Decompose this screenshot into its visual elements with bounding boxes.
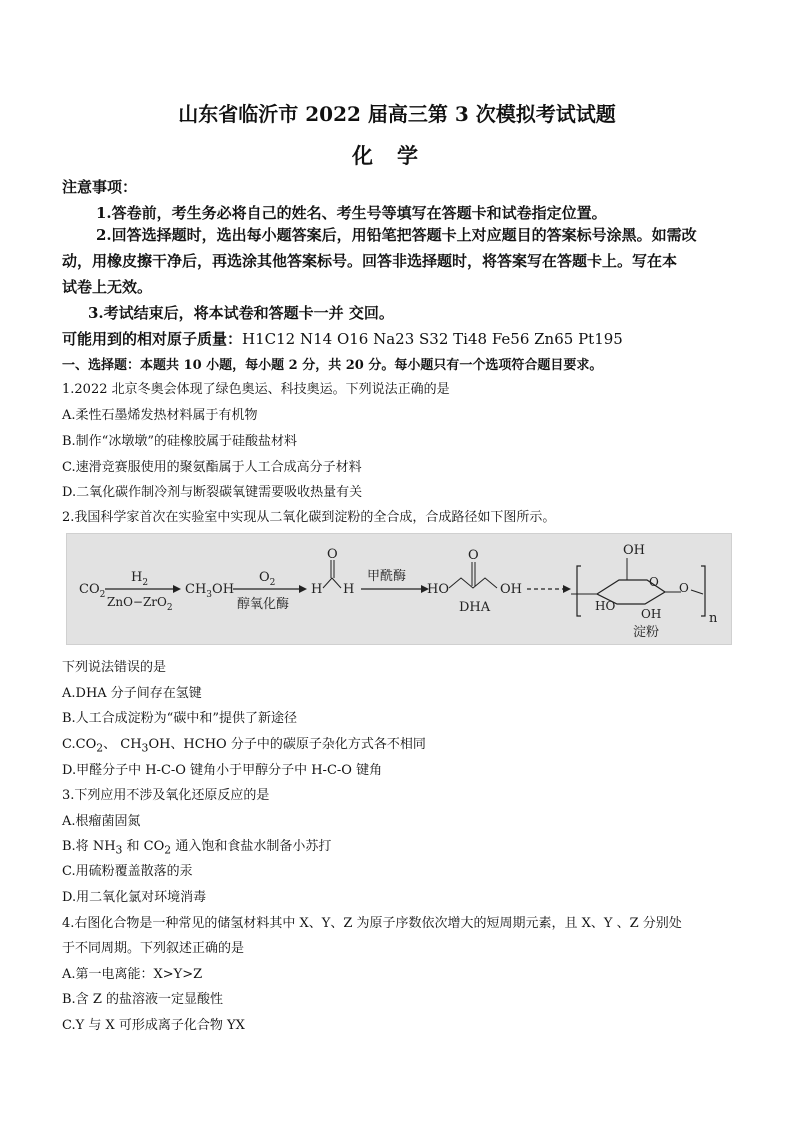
- q3-option-c: C.用硫粉覆盖散落的汞: [62, 864, 193, 879]
- arrow-4-head: [563, 585, 571, 593]
- notice-item-2-line2: 动，用橡皮擦干净后，再选涂其他答案标号。回答非选择题时，将答案写在答题卡上。写在本: [62, 252, 678, 270]
- atomic-mass-label: 可能用到的相对原子质量：: [62, 330, 243, 348]
- q3-option-a: A.根瘤菌固氮: [62, 814, 141, 829]
- h2-label: H: [131, 570, 143, 585]
- svg-text:H: H: [343, 582, 355, 597]
- svg-text:ZnO−ZrO2: [107, 595, 173, 613]
- dha-label: DHA: [459, 600, 491, 615]
- starch-bracket-left: [577, 566, 581, 616]
- starch-link-tail: [691, 590, 703, 594]
- q2-option-d: D.甲醛分子中 H-C-O 键角小于甲醇分子中 H-C-O 键角: [62, 763, 383, 778]
- q3-b-part-a: B.将 NH: [62, 839, 116, 854]
- q3-option-b: [62, 835, 331, 857]
- formaldehyde-bond-right: [332, 578, 341, 588]
- svg-text:CO2: [79, 582, 105, 600]
- dha-oh: OH: [500, 582, 522, 597]
- q4-stem-line-2: 于不同周期。下列叙述正确的是: [62, 941, 245, 956]
- notice-item-1: 1.答卷前，考生务必将自己的姓名、考生号等填写在答题卡和试卷指定位置。: [96, 204, 607, 222]
- q4-option-b: B.含 Z 的盐溶液一定显酸性: [62, 992, 223, 1007]
- dha-chain: [449, 578, 497, 588]
- starch-bracket-right: [701, 566, 705, 616]
- q1-stem: 1.2022 北京冬奥会体现了绿色奥运、科技奥运。下列说法正确的是: [62, 382, 450, 397]
- arrow-1-head: [173, 585, 181, 593]
- enzyme-2-label: 甲酰酶: [367, 569, 407, 584]
- ring-ho: HO: [595, 599, 616, 613]
- q4-option-a: A.第一电离能：X>Y>Z: [62, 967, 203, 982]
- q2-ask: 下列说法错误的是: [62, 660, 167, 675]
- q3-b-part-c: 通入饱和食盐水制备小苏打: [171, 839, 332, 854]
- q2-option-a: A.DHA 分子间存在氢键: [62, 686, 202, 701]
- notice-item-2-line3: 试卷上无效。: [62, 278, 153, 296]
- formaldehyde-o: O: [327, 547, 338, 562]
- atomic-mass-line: [62, 328, 623, 349]
- methanol-tail: OH: [212, 582, 235, 597]
- ring-o-link: O: [679, 581, 689, 595]
- svg-text:H2: [131, 570, 148, 588]
- ring-o: O: [649, 575, 659, 589]
- dha-carbonyl-o: O: [468, 548, 479, 563]
- catalyst-1-label: ZnO−ZrO: [107, 595, 167, 609]
- notice-item-2: [62, 222, 742, 300]
- arrow-2-head: [299, 585, 307, 593]
- q2-option-b: B.人工合成淀粉为“碳中和”提供了新途径: [62, 711, 297, 726]
- ring-oh-top: OH: [623, 543, 645, 558]
- q3-b-sub-1: 3: [115, 843, 123, 857]
- notice-heading: 注意事项：: [62, 178, 138, 196]
- q2-c-sub-2: 3: [141, 741, 149, 755]
- q1-option-c: C.速滑竞赛服使用的聚氨酯属于人工合成高分子材料: [62, 460, 362, 475]
- notice-item-3: 3.考试结束后，将本试卷和答题卡一并 交回。: [88, 304, 394, 322]
- h2-subscript: 2: [142, 578, 149, 588]
- svg-text:O2: [259, 570, 275, 588]
- q1-option-d: D.二氧化碳作制冷剂与断裂碳氧键需要吸收热量有关: [62, 485, 363, 500]
- q2-c-part-a: C.CO: [62, 737, 97, 752]
- ring-oh: OH: [641, 607, 662, 621]
- q1-option-b: B.制作“冰墩墩”的硅橡胶属于硅酸盐材料: [62, 434, 297, 449]
- notice-item-2-line1: 2.回答选择题时，选出每小题答案后，用铅笔把答题卡上对应题目的答案标号涂黑。如需改: [96, 226, 697, 244]
- q3-b-sub-2: 2: [164, 843, 172, 857]
- starch-n: n: [709, 611, 718, 626]
- section-1-heading: 一、选择题：本题共 10 小题，每小题 2 分，共 20 分。每小题只有一个选项符合题目要求。: [62, 358, 603, 373]
- starch-label: 淀粉: [633, 625, 660, 640]
- enzyme-1-label: 醇氧化酶: [237, 597, 290, 612]
- co2-subscript: 2: [99, 590, 106, 600]
- q3-option-d: D.用二氧化氯对环境消毒: [62, 890, 207, 905]
- co2-label: CO: [79, 582, 100, 597]
- methanol-label: CH: [185, 582, 207, 597]
- o2-subscript: 2: [269, 578, 276, 588]
- formaldehyde-bond-left: [323, 578, 332, 588]
- q3-stem: 3.下列应用不涉及氧化还原反应的是: [62, 788, 270, 803]
- q2-stem: 2.我国科学家首次在实验室中实现从二氧化碳到淀粉的全合成，合成路径如下图所示。: [62, 510, 556, 525]
- q1-option-a: A.柔性石墨烯发热材料属于有机物: [62, 408, 258, 423]
- q4-stem-line-1: 4.右图化合物是一种常见的储氢材料其中 X、Y、Z 为原子序数依次增大的短周期元素，且 X、Y 、Z 分别处: [62, 916, 682, 931]
- subject-title: 化学: [352, 143, 442, 168]
- svg-text:CH3OH: [185, 582, 234, 600]
- q4-option-c: C.Y 与 X 可形成离子化合物 YX: [62, 1018, 245, 1033]
- atomic-mass-values: H1C12 N14 O16 Na23 S32 Ti48 Fe56 Zn65 Pt195: [242, 330, 623, 348]
- synthesis-scheme: [66, 533, 732, 645]
- methanol-subscript: 3: [206, 590, 213, 600]
- q3-b-part-b: 和 CO: [122, 839, 165, 854]
- o2-label: O: [259, 570, 270, 585]
- formaldehyde-h-left: H: [311, 582, 323, 597]
- page-title: 山东省临沂市 2022 届高三第 3 次模拟考试试题: [178, 102, 616, 126]
- dha-ho: HO: [427, 582, 449, 597]
- q2-option-c: [62, 733, 426, 755]
- synthesis-scheme-svg: [67, 534, 731, 644]
- q2-c-part-b: 、 CH: [103, 737, 142, 752]
- catalyst-1-subscript: 2: [166, 603, 173, 613]
- q2-c-part-c: OH、HCHO 分子中的碳原子杂化方式各不相同: [148, 737, 426, 752]
- q2-c-sub-1: 2: [96, 741, 104, 755]
